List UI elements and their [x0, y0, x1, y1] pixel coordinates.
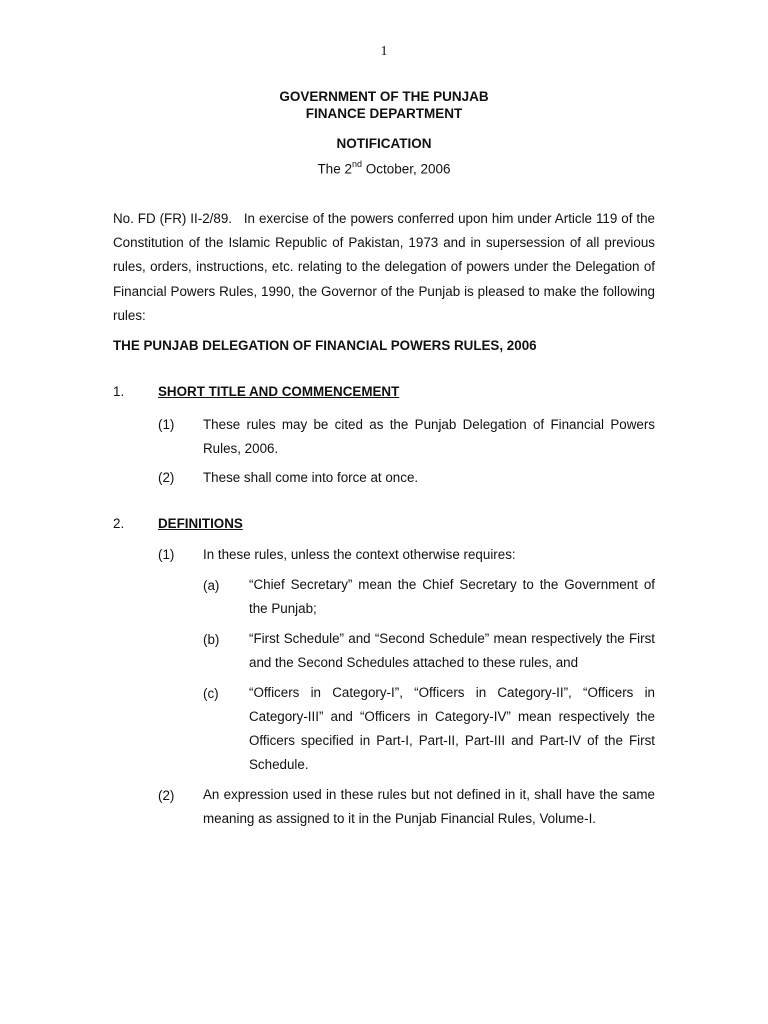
notification-heading: NOTIFICATION [336, 136, 432, 151]
subitem-text: “Chief Secretary” mean the Chief Secretary to the Government of the Punjab; [249, 577, 655, 616]
date-suffix: October, 2006 [361, 161, 451, 177]
item-text: An expression used in these rules but not defined in it, shall have the same meaning as assigned to it in the Punjab Financial Rules, Volume-I. [203, 787, 655, 826]
rules-title: THE PUNJAB DELEGATION OF FINANCIAL POWERS RULES, 2006 [113, 338, 537, 353]
item-number: (2) [158, 788, 175, 803]
section-title-definitions: DEFINITIONS [158, 516, 243, 531]
notification-date [0, 160, 768, 177]
government-heading: GOVERNMENT OF THE PUNJAB [279, 89, 489, 104]
section-number: 1. [113, 384, 125, 399]
item-number: (2) [158, 470, 175, 485]
subitem-text: “Officers in Category-I”, “Officers in Category-II”, “Officers in Category-III” and “Officers in Category-IV” mean respectively the Officers specified in Part-I, Part-II, Part-III and Part-IV of the First Schedule. [249, 685, 655, 772]
item-text: These rules may be cited as the Punjab Delegation of Financial Powers Rules, 2006. [203, 417, 655, 456]
subitem-number: (c) [203, 686, 219, 701]
item-text: In these rules, unless the context otherwise requires: [203, 547, 516, 562]
preamble-paragraph: No. FD (FR) II-2/89. In exercise of the powers conferred upon him under Article 119 of the Constitution of the Islamic Republic of Pakistan, 1973 and in supersession of all previous rules, orders, instructions, etc. relating to the delegation of powers under the Delegation of Financial Powers Rules, 1990, the Governor of the Punjab is pleased to make the following rules: [113, 211, 659, 323]
subitem-text: “First Schedule” and “Second Schedule” mean respectively the First and the Second Schedules attached to these rules, and [249, 631, 655, 670]
section-number: 2. [113, 516, 125, 531]
date-prefix: The 2 [317, 161, 352, 177]
item-text: These shall come into force at once. [203, 470, 419, 485]
subitem-number: (b) [203, 632, 220, 647]
page-number: 1 [380, 44, 388, 59]
section-title-short-title: SHORT TITLE AND COMMENCEMENT [158, 384, 400, 399]
department-heading: FINANCE DEPARTMENT [305, 106, 463, 121]
item-number: (1) [158, 417, 175, 432]
date-ordinal: nd [351, 159, 362, 169]
item-number: (1) [158, 547, 175, 562]
subitem-number: (a) [203, 578, 220, 593]
